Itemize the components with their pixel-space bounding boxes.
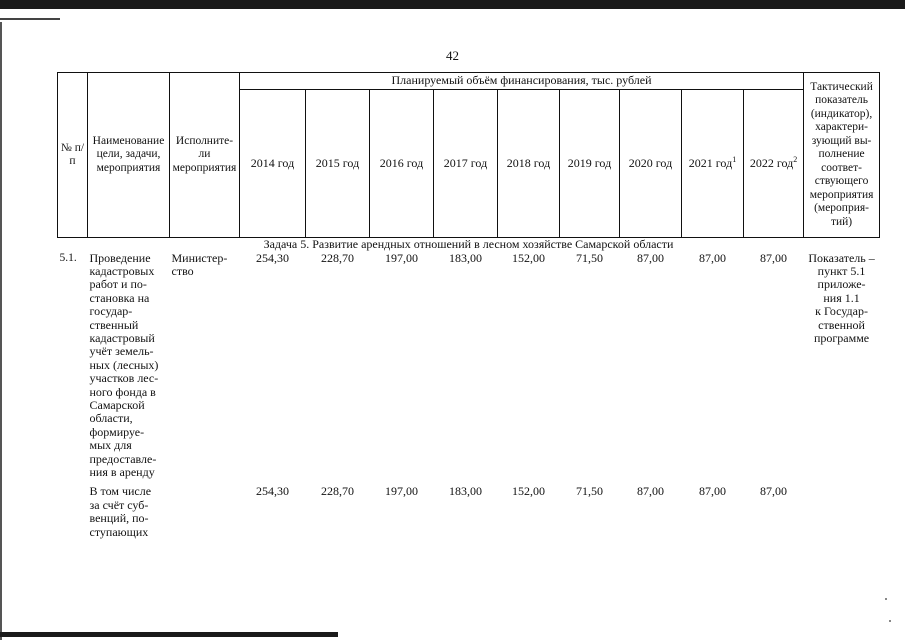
activity-name-line: становка на xyxy=(89,290,150,305)
header-exec-line: ли xyxy=(198,148,211,161)
indicator-line: приложе- xyxy=(817,277,866,292)
scan-border-top xyxy=(0,0,905,9)
page-number: 42 xyxy=(446,48,459,63)
activity-name-line: ственный xyxy=(89,317,139,332)
header-year xyxy=(240,90,306,238)
funding-value: 87,00 xyxy=(699,250,726,265)
scan-border-bottom xyxy=(0,632,338,637)
header-year xyxy=(370,90,434,238)
header-indicator xyxy=(804,73,880,238)
header-year xyxy=(620,90,682,238)
executor xyxy=(170,479,240,539)
funding-value: 183,00 xyxy=(449,250,482,265)
header-year-label: 2014 год xyxy=(250,155,295,170)
activity-name-line: Проведение xyxy=(89,250,151,265)
header-year-label: 2017 год xyxy=(443,155,488,170)
activity-name-line: участков лес- xyxy=(89,371,159,386)
header-year-label: 2022 год xyxy=(749,155,794,170)
header-funding-title: Планируемый объём финансирования, тыс. рублей xyxy=(240,73,804,90)
header-indicator-line: (индикатор), xyxy=(810,107,873,120)
header-year-label: 2018 год xyxy=(506,155,551,170)
activity-name-line: формируе- xyxy=(89,424,145,439)
funding-value: 197,00 xyxy=(385,250,418,265)
activity-name-line: области, xyxy=(89,411,133,426)
header-year xyxy=(744,90,804,238)
activity-name-line: государ- xyxy=(89,304,133,319)
header-indicator-line: соответ- xyxy=(821,161,862,174)
header-year xyxy=(560,90,620,238)
funding-value: 197,00 xyxy=(385,484,418,499)
indicator xyxy=(804,479,880,539)
funding-value: 228,70 xyxy=(321,484,354,499)
task-heading: Задача 5. Развитие арендных отношений в лесном хозяйстве Самарской области xyxy=(263,237,674,251)
header-year-label: 2019 год xyxy=(567,155,612,170)
header-executor xyxy=(170,73,240,238)
header-number: № п/п xyxy=(58,73,88,238)
indicator-line: ственной xyxy=(818,317,865,332)
header-indicator-line: мероприятия xyxy=(809,188,874,201)
funding-value: 87,00 xyxy=(699,484,726,499)
header-indicator-line: зующий вы- xyxy=(811,134,872,147)
activity-name-line: кадастровых xyxy=(89,263,155,278)
header-exec-line: мероприятия xyxy=(172,161,237,174)
funding-value: 183,00 xyxy=(449,484,482,499)
header-indicator-line: полнение xyxy=(818,148,865,161)
header-name-line: мероприятия xyxy=(96,161,161,174)
row-number: 5.1. xyxy=(59,251,77,264)
indicator-line: к Государ- xyxy=(815,304,868,319)
row-number xyxy=(58,479,88,539)
indicator-line: Показатель – xyxy=(808,250,875,265)
funding-value: 87,00 xyxy=(760,250,788,265)
activity-name xyxy=(88,252,170,480)
table-row xyxy=(58,252,880,480)
header-year-footnote: 1 xyxy=(732,154,737,164)
funding-value: 254,30 xyxy=(256,250,289,265)
indicator-line: программе xyxy=(813,330,870,345)
funding-value: 87,00 xyxy=(760,484,788,499)
header-indicator-line: Тактический xyxy=(810,80,873,93)
executor-line: ство xyxy=(171,263,194,278)
indicator xyxy=(804,252,880,480)
activity-name-line: учёт земель- xyxy=(89,344,154,359)
indicator-line: пункт 5.1 xyxy=(817,263,866,278)
activity-name-line: предоставле- xyxy=(89,451,157,466)
header-indicator-line: тий) xyxy=(830,215,853,228)
funding-value: 152,00 xyxy=(512,484,545,499)
activity-name-line: венций, по- xyxy=(89,511,149,526)
scan-speck xyxy=(885,598,887,600)
executor xyxy=(170,252,240,480)
indicator-line: ния 1.1 xyxy=(823,290,860,305)
scan-artifact xyxy=(0,18,60,20)
scan-border-left xyxy=(0,22,2,640)
activity-name-line: ния в аренду xyxy=(89,465,155,479)
header-name xyxy=(88,73,170,238)
table-row xyxy=(58,479,880,539)
funding-value: 254,30 xyxy=(256,484,289,499)
header-name-line: Наименование xyxy=(92,134,165,147)
funding-value: 87,00 xyxy=(637,484,664,499)
header-year xyxy=(682,90,744,238)
activity-name-line: ступающих xyxy=(89,524,149,539)
header-year-label: 2021 год xyxy=(688,155,733,170)
activity-name-line: ных (лесных) xyxy=(89,357,159,372)
header-year-footnote: 2 xyxy=(793,154,798,164)
header-indicator-line: характери- xyxy=(815,121,868,134)
header-indicator-line: (мероприя- xyxy=(814,202,869,215)
activity-name xyxy=(88,479,170,539)
header-exec-line: Исполните- xyxy=(175,134,234,147)
header-year xyxy=(498,90,560,238)
header-year-label: 2020 год xyxy=(628,155,673,170)
header-indicator-line: ствующего xyxy=(814,175,869,188)
funding-value: 228,70 xyxy=(321,250,354,265)
funding-value: 71,50 xyxy=(576,484,603,499)
activity-name-line: В том числе xyxy=(89,484,152,499)
funding-value: 71,50 xyxy=(576,250,603,265)
activity-name-line: мых для xyxy=(89,438,132,453)
header-year-label: 2015 год xyxy=(315,155,360,170)
executor-line: Министер- xyxy=(171,250,228,265)
activity-name-line: кадастровый xyxy=(89,330,155,345)
activity-name-line: Самарской xyxy=(89,397,145,412)
header-year-label: 2016 год xyxy=(379,155,424,170)
header-year xyxy=(434,90,498,238)
activity-name-line: за счёт суб- xyxy=(89,497,149,512)
header-indicator-line: показатель xyxy=(815,94,868,107)
header-name-line: цели, задачи, xyxy=(96,148,161,161)
activity-name-line: ного фонда в xyxy=(89,384,156,399)
funding-value: 152,00 xyxy=(512,250,545,265)
scan-speck xyxy=(889,620,891,622)
financing-table xyxy=(57,72,880,539)
activity-name-line: работ и по- xyxy=(89,277,147,292)
funding-value: 87,00 xyxy=(637,250,664,265)
header-year xyxy=(306,90,370,238)
